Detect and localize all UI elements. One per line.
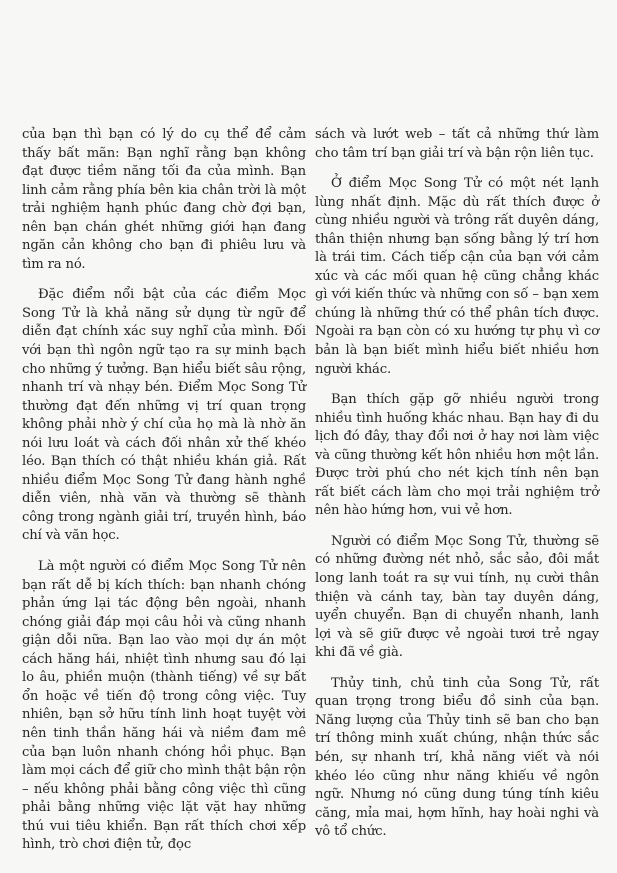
right-column — [315, 126, 599, 854]
paragraph-right-1: sách và lướt web – tất cả những thứ làm cho tâm trí bạn giải trí và bận rộn liên tục. — [315, 127, 599, 161]
paragraph-left-3: Là một người có điểm Mọc Song Tử nên bạn rất dễ bị kích thích: bạn nhanh chóng phản ứng lại tác động bên ngoài, nhanh chóng giải đáp mọi câu hỏi và cũng nhanh giận dỗi nữa. Bạn lao vào mọi dự án một cách hăng hái, nhiệt tình nhưng sau đó lại lo âu, phiền muộn (thành tiếng) về sự bất ổn hoặc về tiến độ trong công việc. Tuy nhiên, bạn sở hữu tính linh hoạt tuyệt vời nên tinh thần hăng hái và niềm đam mê của bạn luôn nhanh chóng hồi phục. Bạn làm mọi cách để giữ cho mình thật bận rộn – nếu không phải bằng công việc thì cũng phải bằng những việc lặt vặt hay những thú vui tiêu khiển. Bạn rất thích chơi xếp hình, trò chơi điện tử, đọc — [22, 559, 306, 853]
left-column — [22, 126, 306, 867]
paragraph-left-2: Đặc điểm nổi bật của các điểm Mọc Song Tử là khả năng sử dụng từ ngữ để diễn đạt chính xác suy nghĩ của mình. Đối với bạn thì ngôn ngữ tạo ra sự minh bạch cho những ý tưởng. Bạn hiểu biết sâu rộng, nhanh trí và nhạy bén. Điểm Mọc Song Tử thường đạt đến những vị trí quan trọng không phải nhờ ý chí của họ mà là nhờ ăn nói lưu loát và cách đối nhân xử thế khéo léo. Bạn thích có thật nhiều khán giả. Rất nhiều điểm Mọc Song Tử đang hành nghề diễn viên, nhà văn và thường sẽ thành công trong ngành giải trí, truyền hình, báo chí và văn học. — [22, 287, 306, 544]
paragraph-right-3: Bạn thích gặp gỡ nhiều người trong nhiều tình huống khác nhau. Bạn hay đi du lịch đó đây, thay đổi nơi ở hay nơi làm việc và cũng thường kết hôn nhiều hơn một lần. Được trời phú cho nét kịch tính nên bạn rất biết cách làm cho mọi trải nghiệm trở nên hào hứng hơn, vui vẻ hơn. — [315, 392, 599, 519]
paragraph-right-4: Người có điểm Mọc Song Tử, thường sẽ có những đường nét nhỏ, sắc sảo, đôi mắt long lanh toát ra sự vui tính, nụ cười thân thiện và cánh tay, bàn tay duyên dáng, uyển chuyển. Bạn di chuyển nhanh, lanh lợi và sẽ giữ được vẻ ngoài tươi trẻ ngay khi đã về già. — [315, 533, 599, 661]
paragraph-left-1: của bạn thì bạn có lý do cụ thể để cảm thấy bất mãn: Bạn nghĩ rằng bạn không đạt được tiềm năng tối đa của mình. Bạn linh cảm rằng phía bên kia chân trời là một trải nghiệm hạnh phúc đang chờ đợi bạn, nên bạn chán ghét những giới hạn đang ngăn cản không cho bạn đi phiêu lưu và tìm ra nó. — [22, 127, 306, 272]
paragraph-right-2: Ở điểm Mọc Song Tử có một nét lạnh lùng nhất định. Mặc dù rất thích được ở cùng nhiều người và trông rất duyên dáng, thân thiện nhưng bạn sống bằng lý trí hơn là trái tim. Cách tiếp cận của bạn với cảm xúc và các mối quan hệ cũng chẳng khác gì với kiến thức và những con số – bạn xem chúng là những thứ có thể phân tích được. Ngoài ra bạn còn có xu hướng tự phụ vì cơ bản là bạn biết mình hiểu biết nhiều hơn người khác. — [315, 176, 599, 377]
paragraph-right-5: Thủy tinh, chủ tinh của Song Tử, rất quan trọng trong biểu đồ sinh của bạn. Năng lượng của Thủy tinh sẽ ban cho bạn trí thông minh xuất chúng, nhận thức sắc bén, sự nhanh trí, khả năng viết và nói khéo léo cũng như năng khiếu về ngôn ngữ. Nhưng nó cũng dung túng tính kiêu căng, mỉa mai, hợm hĩnh, hay hoài nghi và vô tổ chức. — [315, 675, 599, 840]
